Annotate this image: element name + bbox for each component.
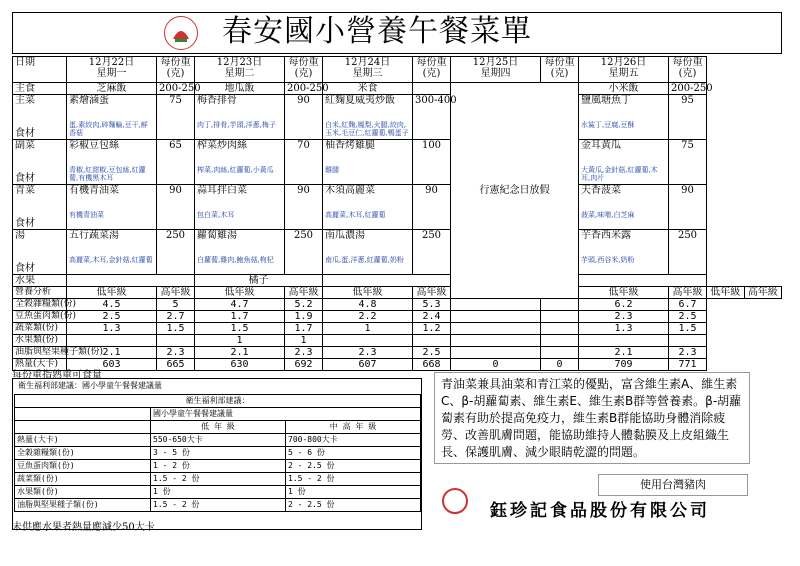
row-label-nutrition: 營養分析	[13, 287, 67, 299]
nutrition-value	[413, 335, 451, 347]
dish-name: 柚香烤雞腿	[325, 140, 375, 151]
page-title: 春安國小營養午餐菜單	[222, 14, 532, 49]
nutrition-value: 1.7	[195, 311, 285, 323]
age-low: 低年級	[195, 287, 285, 299]
nutrition-value: 1	[285, 335, 323, 347]
nutrition-value: 692	[285, 359, 323, 371]
weight-header: 每份重 (克)	[541, 57, 579, 83]
nutrition-label: 油脂與堅果種子類(份)	[13, 347, 67, 359]
ref-row: 水果類(份) 1 份 1 份	[15, 486, 421, 499]
nutrition-value	[67, 335, 157, 347]
staple-name: 芝麻飯	[67, 83, 157, 95]
nutrition-value	[451, 335, 541, 347]
age-high: 高年級	[669, 287, 707, 299]
ref-col-high: 中 高 年 級	[286, 421, 421, 434]
nutrition-value	[451, 347, 541, 359]
nutrition-value: 2.1	[195, 347, 285, 359]
staple-weight: 200-250	[157, 83, 195, 95]
fruit-cell	[579, 275, 707, 287]
row-label-soup: 湯 食材	[13, 230, 67, 275]
dish-name: 榨菜炒肉絲	[197, 140, 247, 151]
dish-weight: 250	[285, 230, 323, 275]
dish-name: 紅麴夏威夷炒飯	[325, 95, 395, 106]
age-high: 高年級	[157, 287, 195, 299]
dish-cell: 有機青油菜 有機青油菜	[67, 185, 157, 230]
ref-row: 全穀雜糧類(份) 3 - 5 份 5 - 6 份	[15, 447, 421, 460]
dish-name: 蘿蔔雞湯	[197, 230, 237, 241]
row-label-veg: 青菜 食材	[13, 185, 67, 230]
nutrition-value: 0	[541, 359, 579, 371]
nutrition-label: 水果類(份)	[13, 335, 67, 347]
nutrition-value: 4.7	[195, 299, 285, 311]
nutrition-value: 5.3	[413, 299, 451, 311]
day-header: 12月25日 星期四	[451, 57, 541, 83]
dish-cell: 木須高麗菜 高麗菜,木耳,紅蘿蔔	[323, 185, 413, 230]
fruit-cell: 橘子	[195, 275, 323, 287]
nutrition-value: 2.1	[67, 347, 157, 359]
nutrition-value: 1.5	[157, 323, 195, 335]
nutrition-value: 6.2	[579, 299, 669, 311]
nutrition-value: 5.2	[285, 299, 323, 311]
dish-cell: 素燴滷蛋 蛋,素絞肉,碎麵輪,豆干,鮮香菇	[67, 95, 157, 140]
row-label-side: 副菜 食材	[13, 140, 67, 185]
row-label-main: 主菜 食材	[13, 95, 67, 140]
age-low: 低年級	[707, 287, 745, 299]
age-high: 高年級	[744, 287, 782, 299]
nutrition-value	[579, 335, 669, 347]
nutrition-value	[323, 335, 413, 347]
day-header: 12月24日 星期三	[323, 57, 413, 83]
nutrition-label: 全穀雜糧類(份)	[13, 299, 67, 311]
nutrition-value: 2.3	[579, 311, 669, 323]
dish-name: 天香菠菜	[581, 185, 621, 196]
description-box: 青油菜兼具油菜和青江菜的優點，富含維生素A、維生素C、β-胡蘿蔔素、維生素E、維生素B群等營養素。β-胡蘿蔔素有助於提高免疫力，維生素B群能協助身體消除疲勞、改善肌膚問題，能協助維持人體黏膜及上皮組織生長、保護肌膚、減少眼睛乾澀的問題。	[434, 372, 750, 464]
nutrition-value: 2.3	[157, 347, 195, 359]
nutrition-value	[451, 323, 541, 335]
nutrition-value: 771	[669, 359, 707, 371]
nutrition-value	[541, 311, 579, 323]
age-low: 低年級	[579, 287, 669, 299]
nutrition-value: 2.5	[67, 311, 157, 323]
dish-weight: 90	[285, 185, 323, 230]
nutrition-value: 665	[157, 359, 195, 371]
day-header: 12月23日 星期二	[195, 57, 285, 83]
dish-cell: 芋香西米露 芋頭,西谷米,奶粉	[579, 230, 669, 275]
nutrition-value: 607	[323, 359, 413, 371]
nutrition-value: 2.4	[413, 311, 451, 323]
nutrition-value: 1.5	[669, 323, 707, 335]
staple-weight: 200-250	[285, 83, 323, 95]
ref-sub2: 國小學童午餐餐建議量	[151, 408, 421, 421]
nutrition-value: 2.2	[323, 311, 413, 323]
nutrition-value: 1.2	[413, 323, 451, 335]
company-name: 鈺珍記食品股份有限公司	[490, 501, 710, 521]
dish-weight: 95	[669, 95, 707, 140]
nutrition-label: 蔬菜類(份)	[13, 323, 67, 335]
weight-header: 每份重 (克)	[413, 57, 451, 83]
dish-cell: 彩椒豆包絲 青椒,紅甜椒,豆包絲,紅蘿蔔,有機黑木耳	[67, 140, 157, 185]
nutrition-value: 0	[451, 359, 541, 371]
dish-weight: 90	[413, 185, 451, 230]
nutrition-value: 6.7	[669, 299, 707, 311]
nutrition-value: 630	[195, 359, 285, 371]
nutrition-value	[451, 299, 541, 311]
ref-row: 油脂與堅果種子類(份) 1.5 - 2 份 2 - 2.5 份	[15, 499, 421, 512]
dish-cell: 榨菜炒肉絲 榨菜,肉絲,紅蘿蔔,小黃瓜	[195, 140, 285, 185]
ref-col-low: 低 年 級	[151, 421, 286, 434]
nutrition-value: 2.7	[157, 311, 195, 323]
staple-name: 米食	[323, 83, 413, 95]
nutrition-value	[157, 335, 195, 347]
nutrition-value: 1	[195, 335, 285, 347]
dish-cell: 紅麴夏威夷炒飯 白米,紅麴,鳳梨,火腿,絞肉,玉米,毛豆仁,紅蘿蔔,鴨蛋子	[323, 95, 413, 140]
nutrition-value	[541, 347, 579, 359]
nutrition-label: 豆魚蛋肉類(份)	[13, 311, 67, 323]
dish-cell: 蒜耳拌白菜 包白菜,木耳	[195, 185, 285, 230]
nutrition-value: 2.3	[669, 347, 707, 359]
ref-row: 蔬菜類(份) 1.5 - 2 份 1.5 - 2 份	[15, 473, 421, 486]
nutrition-value: 4.8	[323, 299, 413, 311]
header-date-label: 日期	[13, 57, 67, 83]
staple-weight: 200-250	[669, 83, 707, 95]
weight-header: 每份重 (克)	[157, 57, 195, 83]
dish-name: 南瓜濃湯	[325, 230, 365, 241]
dish-weight: 75	[157, 95, 195, 140]
reference-label: 衛生福利部建議：國小學童午餐餐建議量	[18, 381, 162, 390]
dish-weight: 90	[669, 185, 707, 230]
dish-name: 五行蔬菜湯	[69, 230, 119, 241]
dish-name: 梅香排骨	[197, 95, 237, 106]
dish-weight: 100	[413, 140, 451, 185]
nutrition-value: 2.3	[285, 347, 323, 359]
age-high: 高年級	[413, 287, 451, 299]
fruit-cell	[323, 275, 451, 287]
menu-table	[12, 56, 782, 371]
nutrition-value: 1	[323, 323, 413, 335]
dish-weight: 65	[157, 140, 195, 185]
nutrition-value	[541, 299, 579, 311]
nutrition-value: 2.5	[669, 311, 707, 323]
weight-header: 每份重 (克)	[285, 57, 323, 83]
age-low: 低年級	[67, 287, 157, 299]
dish-name: 金耳黃瓜	[581, 140, 621, 151]
dish-cell: 柚香烤雞腿 雞腿	[323, 140, 413, 185]
nutrition-value: 1.3	[579, 323, 669, 335]
dish-weight: 70	[285, 140, 323, 185]
age-low: 低年級	[323, 287, 413, 299]
nutrition-value	[541, 323, 579, 335]
ref-row: 豆魚蛋肉類(份) 1 - 2 份 2 - 2.5 份	[15, 460, 421, 473]
dish-name: 素燴滷蛋	[69, 95, 109, 106]
nutrition-value: 1.5	[195, 323, 285, 335]
dish-cell: 南瓜濃湯 南瓜,蛋,洋蔥,紅蘿蔔,奶粉	[323, 230, 413, 275]
age-high: 高年級	[285, 287, 323, 299]
nutrition-value: 709	[579, 359, 669, 371]
nutrition-value: 603	[67, 359, 157, 371]
dish-cell: 天香菠菜 菠菜,味噌,白芝麻	[579, 185, 669, 230]
nutrition-value: 2.1	[579, 347, 669, 359]
nutrition-value: 1.7	[285, 323, 323, 335]
company-logo-icon	[442, 488, 468, 514]
day-header: 12月26日 星期五	[579, 57, 669, 83]
row-label-staple: 主食	[13, 83, 67, 95]
holiday-cell: 行憲紀念日放假	[451, 83, 579, 299]
dish-weight: 250	[669, 230, 707, 275]
dish-cell: 金耳黃瓜 大黃瓜,金針菇,紅蘿蔔,木耳,肉片	[579, 140, 669, 185]
staple-weight	[413, 83, 451, 95]
portion-note: 每份重指熟重可食量	[12, 370, 102, 381]
ref-sub: 衛生福利部建議：	[15, 395, 421, 408]
nutrition-value	[451, 311, 541, 323]
nutrition-value: 5	[157, 299, 195, 311]
dish-name: 芋香西米露	[581, 230, 631, 241]
dish-weight: 250	[413, 230, 451, 275]
nutrition-label: 熱量(大卡)	[13, 359, 67, 371]
pork-note: 使用台灣豬肉	[598, 474, 748, 496]
dish-weight: 90	[157, 185, 195, 230]
dish-weight: 250	[157, 230, 195, 275]
nutrition-value: 668	[413, 359, 451, 371]
dish-name: 蒜耳拌白菜	[197, 185, 247, 196]
dish-name: 彩椒豆包絲	[69, 140, 119, 151]
dish-cell: 五行蔬菜湯 高麗菜,木耳,金針菇,紅蘿蔔	[67, 230, 157, 275]
dish-cell: 梅香排骨 肉丁,排骨,芋頭,洋蔥,梅子	[195, 95, 285, 140]
nutrition-value: 2.5	[413, 347, 451, 359]
dish-weight: 75	[669, 140, 707, 185]
staple-name: 地瓜飯	[195, 83, 285, 95]
day-header: 12月22日 星期一	[67, 57, 157, 83]
dish-weight: 300-400	[413, 95, 451, 140]
weight-header: 每份重 (克)	[669, 57, 707, 83]
ref-row: 熱量(大卡) 550-650大卡 700-800大卡	[15, 434, 421, 447]
dish-cell: 鹽風塘魚丁 水鯊丁,豆腐,豆酥	[579, 95, 669, 140]
reference-table	[14, 394, 421, 512]
dish-cell: 蘿蔔雞湯 白蘿蔔,雞肉,鮑魚菇,枸杞	[195, 230, 285, 275]
dish-weight: 90	[285, 95, 323, 140]
fruit-note: 未供應水果者熱量應減少50大卡	[12, 522, 155, 533]
dish-name: 木須高麗菜	[325, 185, 375, 196]
nutrition-value: 1.3	[67, 323, 157, 335]
dish-name: 有機青油菜	[69, 185, 119, 196]
nutrition-value	[669, 335, 707, 347]
row-label-fruit: 水果	[13, 275, 67, 287]
nutrition-value: 1.9	[285, 311, 323, 323]
staple-name: 小米飯	[579, 83, 669, 95]
nutrition-value: 4.5	[67, 299, 157, 311]
dish-name: 鹽風塘魚丁	[581, 95, 631, 106]
nutrition-value: 2.3	[323, 347, 413, 359]
fruit-cell	[67, 275, 195, 287]
school-logo-icon	[164, 16, 198, 50]
nutrition-value	[541, 335, 579, 347]
